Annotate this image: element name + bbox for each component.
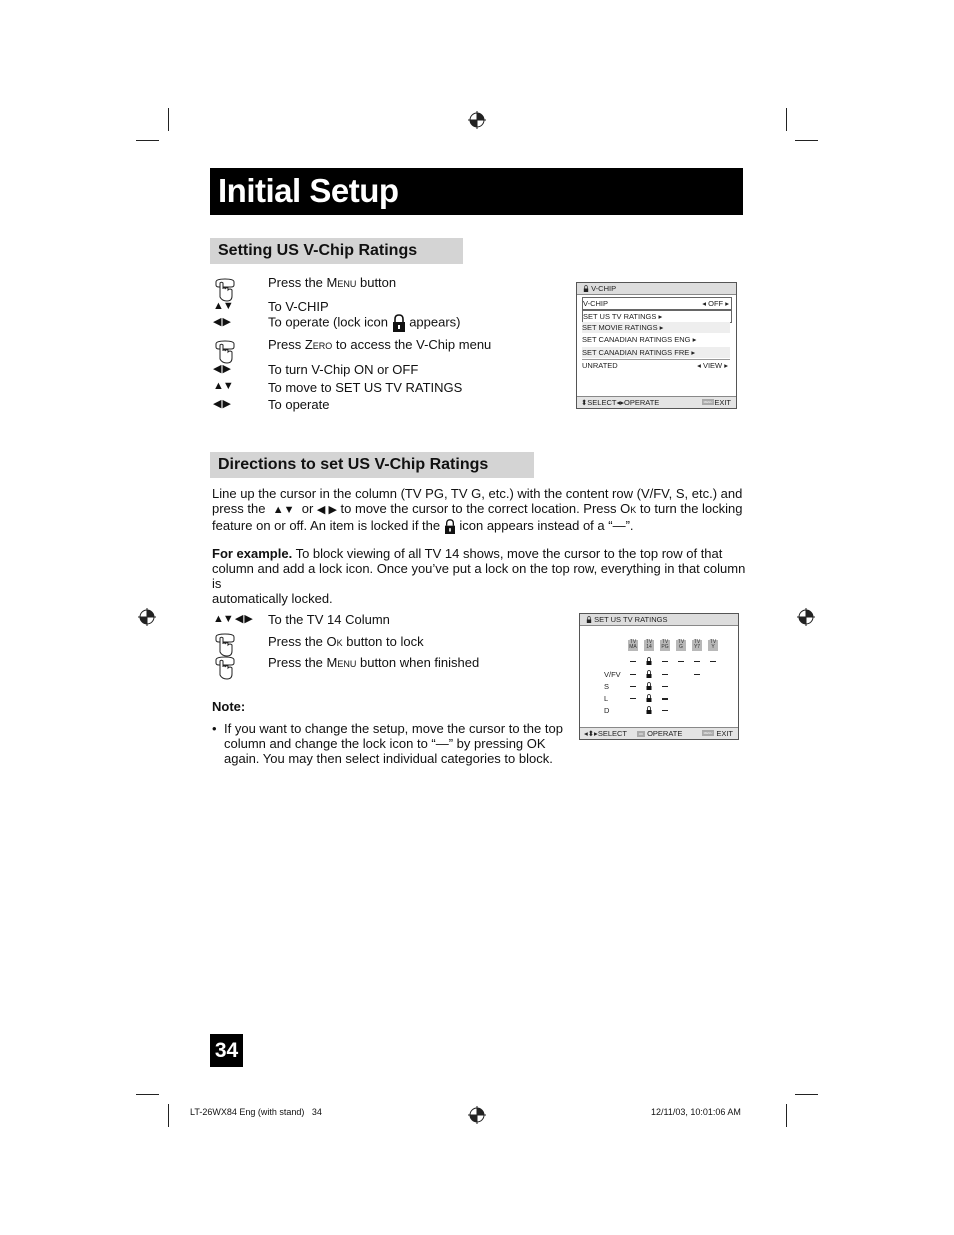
rating-cell-dash[interactable] [630,674,636,675]
step-text: To V-CHIP [268,299,329,314]
page-number: 34 [210,1034,243,1067]
lock-icon [586,616,592,623]
rating-cell-dash[interactable] [694,674,700,675]
osd-row-set-us-tv-ratings[interactable]: SET US TV RATINGS ▸ [582,310,732,323]
osd-select-icon: ⬍ [581,398,588,407]
left-right-arrows-icon: ◀ ▶ [213,363,230,375]
rating-cell-dash[interactable] [662,710,668,711]
step-text: Press the Menu button [268,275,397,290]
crop-mark [795,140,818,141]
note-bullet: • If you want to change the setup, move the cursor to the top column and change the lock icon to “—” by pressing OK again. You may then select individual categories to block. [212,721,563,766]
rating-cell-dash[interactable] [630,661,636,662]
osd-footer: ⬍SELECT◂▸OPERATE MENU EXIT [577,396,736,408]
rating-cell-dash[interactable] [678,661,684,662]
rating-row-label: V/FV [604,670,621,679]
rating-cell-dash[interactable] [662,674,668,675]
rating-column-header[interactable]: TV PG [661,639,669,650]
lock-icon [392,314,406,332]
step-text: To operate [268,397,330,412]
up-down-arrows-icon: ▲▼ [213,380,233,392]
osd-row-unrated[interactable]: UNRATED ◂ VIEW ▸ [582,361,728,370]
crop-mark [136,140,159,141]
us-tv-ratings-osd-screen [579,613,739,740]
crop-mark [786,108,787,131]
rating-cell-lock-icon[interactable] [646,670,652,678]
rating-cell-dash[interactable] [630,686,636,687]
rating-column-header[interactable]: TV Y7 [693,639,701,650]
osd-footer: ◂⬍▸SELECT OK OPERATE MENU EXIT [580,727,738,739]
rating-column-header[interactable]: TV 14 [645,639,653,650]
osd-header: V-CHIP [577,283,736,295]
footer-file-info: LT-26WX84 Eng (with stand) 34 [190,1107,322,1117]
left-right-arrows-icon: ◀ ▶ [213,316,230,328]
osd-row-set-movie-ratings[interactable]: SET MOVIE RATINGS ▸ [582,322,730,333]
vchip-osd-screen [576,282,737,409]
ok-button-icon: OK [638,732,644,736]
lock-icon [583,285,589,292]
rating-row-label: S [604,682,610,691]
rating-column-header[interactable]: TV MA [629,639,637,650]
osd-row-set-canadian-eng[interactable]: SET CANADIAN RATINGS ENG ▸ [582,335,697,344]
menu-button-icon: MENU [703,400,713,404]
rating-cell-dash[interactable] [662,661,668,662]
note-heading: Note: [212,699,246,714]
registration-mark-icon [797,608,815,626]
rating-cell-lock-icon[interactable] [646,694,652,702]
registration-mark-icon [468,111,486,129]
example-paragraph: For example. To block viewing of all TV 14 shows, move the cursor to the top row of that column and add a lock icon. Once you’ve put a lock on the top row, everything in that column is automatically locked. [212,546,746,606]
page-title: Initial Setup [218,172,399,209]
step-text: To turn V-Chip ON or OFF [268,362,419,377]
section-heading-setting: Setting US V-Chip Ratings [210,238,463,264]
rating-cell-dash[interactable] [694,661,700,662]
crop-mark [786,1104,787,1127]
rating-cell-lock-icon[interactable] [646,657,652,665]
rating-cell-dash[interactable] [662,698,668,700]
menu-button-icon: MENU [703,731,713,735]
rating-column-header[interactable]: TV G [677,639,685,650]
step-text: Press the Menu button when finished [268,655,480,670]
directions-paragraph: Line up the cursor in the column (TV PG, TV G, etc.) with the content row (V/FV, S, etc.) and press the ▲▼ or ◀ ▶ to move the cursor to the correct location. Press Ok to turn the locking feature on or off. An item is locked if the icon appears instead of a “—”. [212,486,743,533]
rating-row-label: D [604,706,610,715]
crop-mark [136,1094,159,1095]
rating-cell-dash[interactable] [662,686,668,687]
title-bar [210,168,743,215]
rating-cell-lock-icon[interactable] [646,682,652,690]
footer-timestamp: 12/11/03, 10:01:06 AM [651,1107,741,1117]
rating-column-header[interactable]: TV Y [709,639,717,650]
hand-press-icon [213,655,237,681]
crop-mark [795,1094,818,1095]
rating-cell-lock-icon[interactable] [646,706,652,714]
step-text: Press the Ok button to lock [268,634,424,649]
lock-icon [444,519,456,534]
section-heading-directions: Directions to set US V-Chip Ratings [210,452,534,478]
crop-mark [168,1104,169,1127]
rating-cell-dash[interactable] [630,698,636,699]
arrows-icon: ▲▼ ◀ ▶ [213,613,252,625]
rating-cell-dash[interactable] [710,661,716,662]
up-down-arrows-icon: ▲▼ [213,300,233,312]
step-text: Press Zero to access the V-Chip menu [268,337,492,352]
rating-row-label: L [604,694,609,703]
crop-mark [168,108,169,131]
left-right-arrows-icon: ◀ ▶ [213,398,230,410]
left-right-arrows-icon: ◀ ▶ [316,504,337,516]
osd-header: SET US TV RATINGS [580,614,738,626]
osd-row-vchip[interactable]: V-CHIP ◂ OFF ▸ [582,297,732,310]
up-down-arrows-icon: ▲▼ [272,504,295,516]
osd-row-set-canadian-fre[interactable]: SET CANADIAN RATINGS FRE ▸ [582,347,730,358]
registration-mark-icon [138,608,156,626]
step-text: To move to SET US TV RATINGS [268,380,463,395]
osd-arrows-icon: ◂⬍▸ [584,729,598,738]
step-text: To the TV 14 Column [268,612,390,627]
step-text: To operate (lock icon appears) [268,314,461,332]
registration-mark-icon [468,1106,486,1124]
